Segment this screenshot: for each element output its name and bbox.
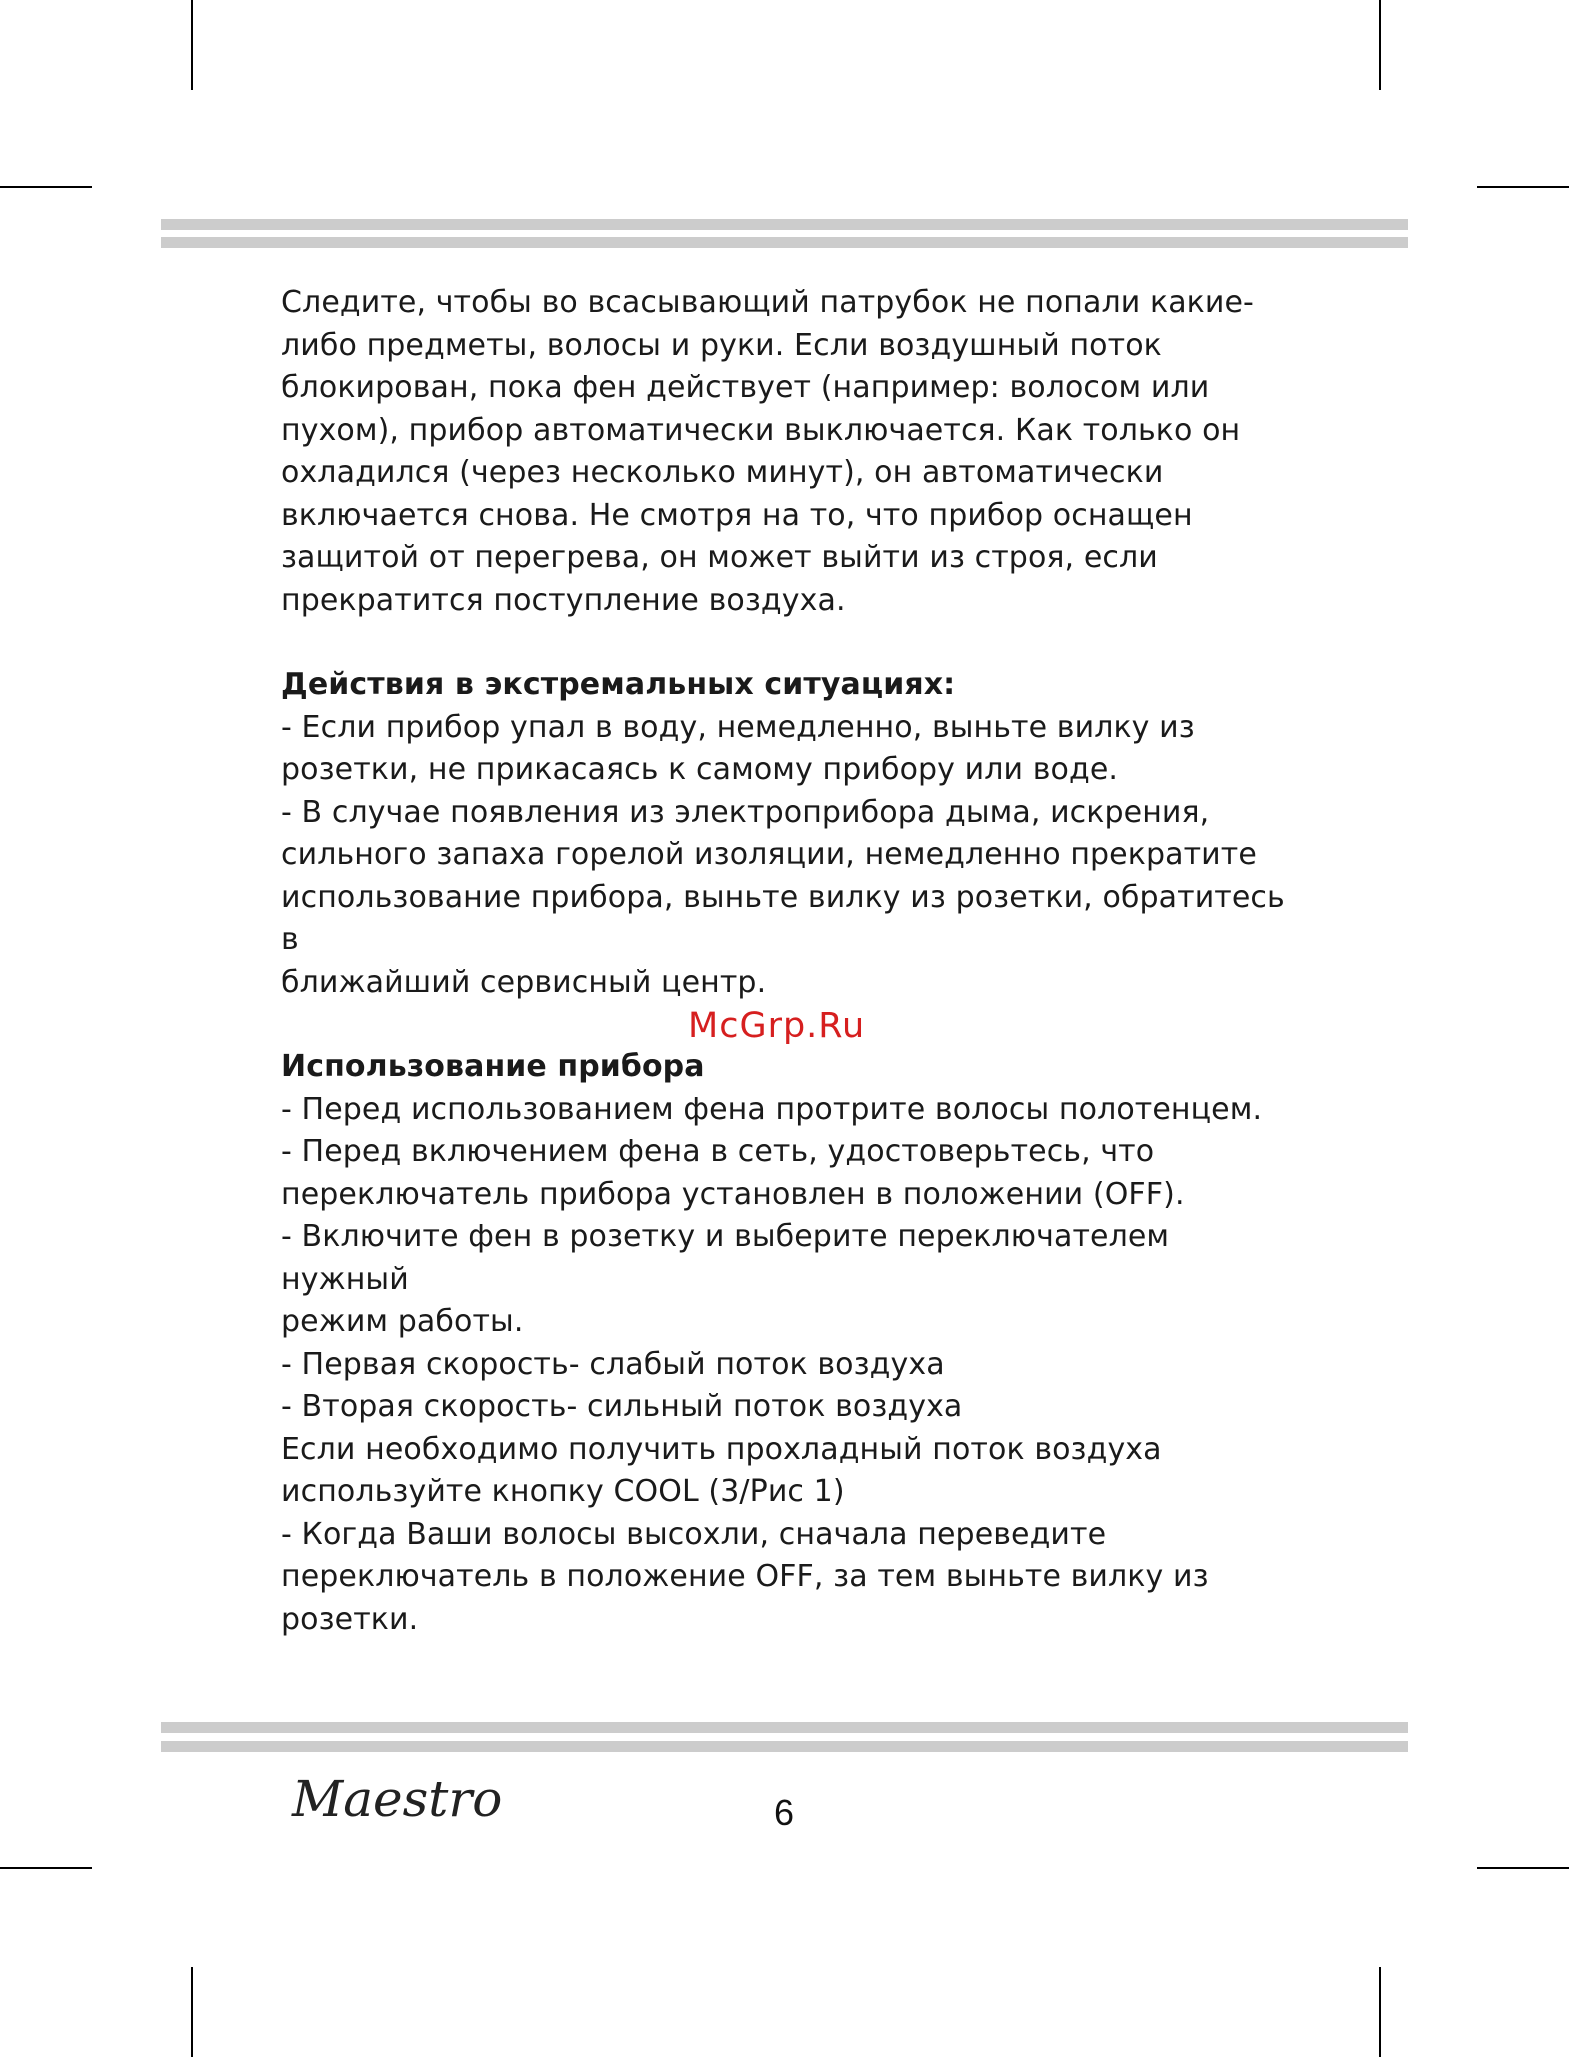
crop-mark-top-right bbox=[1379, 0, 1381, 90]
paragraph-overheat: Следите, чтобы во всасывающий патрубок не попали какие- либо предметы, волосы и руки. Если воздушный поток блокирован, пока фен действует (например: волосом или пухом), прибор автоматически выключается. Как только он охладился (через несколько минут), он автоматически включается снова. Не смотря на то, что прибор оснащен защитой от перегрева, он может выйти из строя, если прекратится поступление воздуха. bbox=[281, 285, 1254, 618]
crop-mark-left-lower bbox=[0, 1867, 92, 1869]
list-item: - Если прибор упал в воду, немедленно, выньте вилку из розетки, не прикасаясь к самому прибору или воде. bbox=[281, 709, 1195, 787]
watermark: McGrp.Ru bbox=[688, 1006, 866, 1046]
list-item: - Первая скорость- слабый поток воздуха bbox=[281, 1346, 945, 1382]
crop-mark-top-left bbox=[191, 0, 193, 90]
footer-stripe-1 bbox=[161, 1722, 1408, 1733]
heading-usage: Использование прибора bbox=[281, 1049, 705, 1084]
spacer bbox=[281, 622, 1301, 664]
header-stripe-1 bbox=[161, 219, 1408, 230]
crop-mark-left-upper bbox=[0, 186, 92, 188]
page-number: 6 bbox=[774, 1792, 795, 1833]
list-item: - Вторая скорость- сильный поток воздуха bbox=[281, 1389, 963, 1424]
crop-mark-bottom-left bbox=[191, 1967, 193, 2057]
list-item: - Перед включением фена в сеть, удостоверьтесь, что переключатель прибора установлен в положении (OFF). bbox=[281, 1134, 1185, 1212]
list-item: - Перед использованием фена протрите волосы полотенцем. bbox=[281, 1091, 1263, 1127]
list-item: Если необходимо получить прохладный поток воздуха используйте кнопку COOL (3/Рис 1) bbox=[281, 1431, 1162, 1509]
heading-emergency: Действия в экстремальных ситуациях: bbox=[281, 667, 956, 702]
page-content bbox=[281, 282, 1301, 1641]
crop-mark-right-lower bbox=[1477, 1867, 1569, 1869]
list-item: - Когда Ваши волосы высохли, сначала переведите переключатель в положение OFF, за тем выньте вилку из розетки. bbox=[281, 1516, 1209, 1637]
crop-mark-right-upper bbox=[1477, 186, 1569, 188]
header-stripe-2 bbox=[161, 237, 1408, 248]
list-item: - Включите фен в розетку и выберите переключателем нужный режим работы. bbox=[281, 1219, 1170, 1339]
footer-stripe-2 bbox=[161, 1741, 1408, 1752]
crop-mark-bottom-right bbox=[1379, 1967, 1381, 2057]
brand-logo: Maestro bbox=[292, 1770, 503, 1828]
list-item: - В случае появления из электроприбора дыма, искрения, сильного запаха горелой изоляции, немедленно прекратите использование прибора, выньте вилку из розетки, обратитесь в ближайший сервисный центр. bbox=[281, 794, 1285, 1000]
